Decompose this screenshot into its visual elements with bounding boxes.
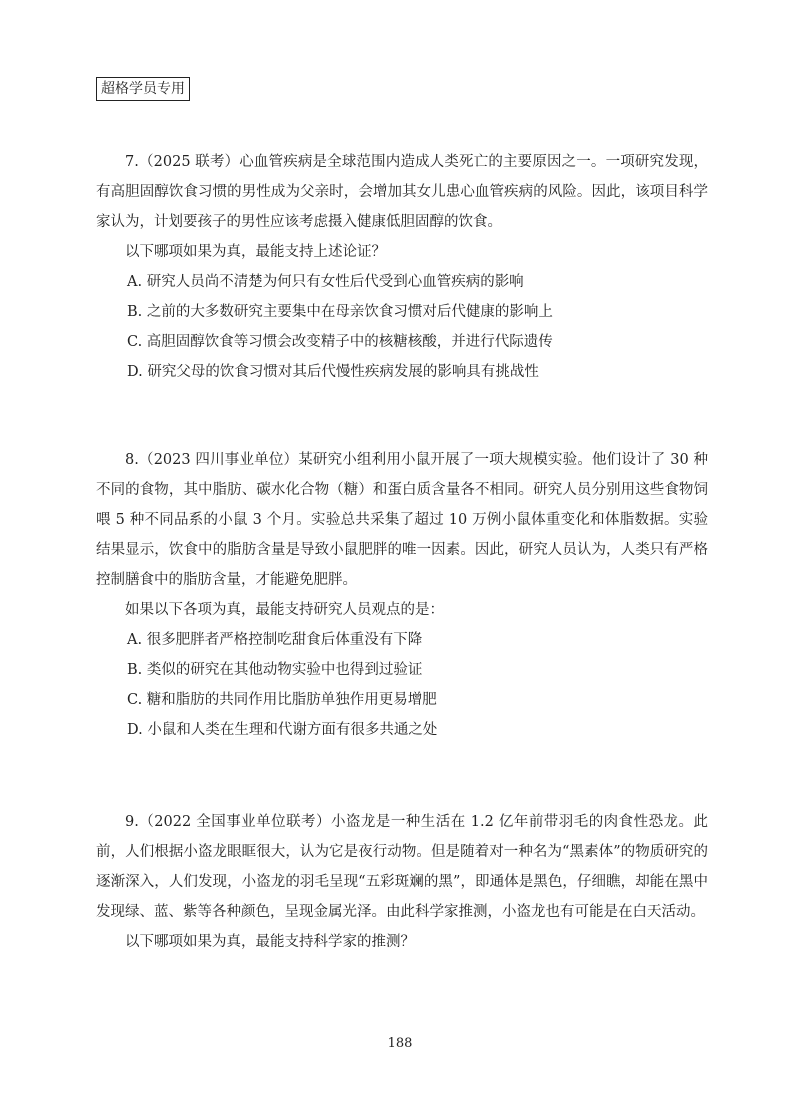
question-stem: 9.（2022 全国事业单位联考）小盗龙是一种生活在 1.2 亿年前带羽毛的肉食性恐龙。此前，人们根据小盗龙眼眶很大，认为它是夜行动物。但是随着对一种名为“黑素体”的物质研究的逐渐深入，人们发现，小盗龙的羽毛呈现“五彩斑斓的黑”，即通体是黑色，仔细瞧，却能在黑中发现绿、蓝、紫等各种颜色，呈现金属光泽。由此科学家推测，小盗龙也有可能是在白天活动。 bbox=[96, 814, 708, 920]
option-list bbox=[127, 625, 708, 745]
option-c: C. 糖和脂肪的共同作用比脂肪单独作用更易增肥 bbox=[127, 692, 437, 708]
question-stem: 8.（2023 四川事业单位）某研究小组利用小鼠开展了一项大规模实验。他们设计了 30 种不同的食物，其中脂肪、碳水化合物（糖）和蛋白质含量各不相同。研究人员分别用这些食物饲喂 5 种不同品系的小鼠 3 个月。实验总共采集了超过 10 万例小鼠体重变化和体脂数据。实验结果显示，饮食中的脂肪含量是导致小鼠肥胖的唯一因素。因此，研究人员认为，人类只有严格控制膳食中的脂肪含量，才能避免肥胖。 bbox=[96, 452, 708, 588]
option-a: A. 研究人员尚不清楚为何只有女性后代受到心血管疾病的影响 bbox=[127, 274, 524, 290]
option-c: C. 高胆固醇饮食等习惯会改变精子中的核糖核酸，并进行代际遗传 bbox=[127, 334, 553, 350]
question-9 bbox=[96, 807, 708, 957]
option-a: A. 很多肥胖者严格控制吃甜食后体重没有下降 bbox=[127, 632, 423, 648]
option-b: B. 之前的大多数研究主要集中在母亲饮食习惯对后代健康的影响上 bbox=[127, 304, 553, 320]
question-7 bbox=[96, 147, 708, 387]
question-prompt: 以下哪项如果为真，最能支持上述论证？ bbox=[125, 244, 386, 260]
option-d: D. 研究父母的饮食习惯对其后代慢性疾病发展的影响具有挑战性 bbox=[127, 364, 539, 380]
question-stem: 7.（2025 联考）心血管疾病是全球范围内造成人类死亡的主要原因之一。一项研究发现，有高胆固醇饮食习惯的男性成为父亲时，会增加其女儿患心血管疾病的风险。因此，该项目科学家认为，计划要孩子的男性应该考虑摄入健康低胆固醇的饮食。 bbox=[96, 154, 708, 230]
question-prompt: 如果以下各项为真，最能支持研究人员观点的是： bbox=[125, 602, 444, 618]
page-number: 188 bbox=[387, 1036, 413, 1051]
option-d: D. 小鼠和人类在生理和代谢方面有很多共通之处 bbox=[127, 722, 438, 738]
question-8 bbox=[96, 445, 708, 745]
header-tag: 超格学员专用 bbox=[96, 77, 190, 101]
question-prompt: 以下哪项如果为真，最能支持科学家的推测？ bbox=[125, 934, 415, 950]
option-b: B. 类似的研究在其他动物实验中也得到过验证 bbox=[127, 662, 423, 678]
option-list bbox=[127, 267, 708, 387]
